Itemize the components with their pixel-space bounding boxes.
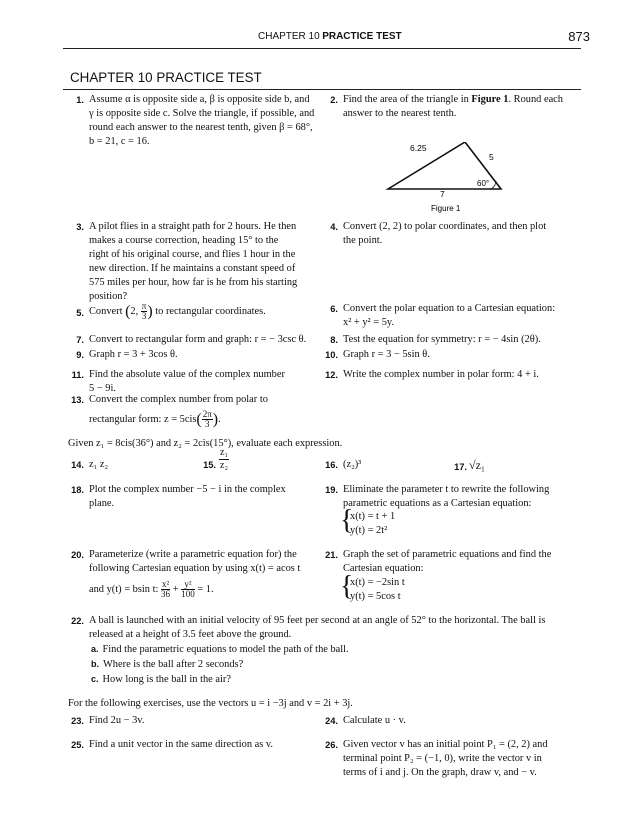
q11-number: 11. <box>71 370 84 380</box>
q22c-label: c. <box>91 674 99 684</box>
q14-text: z₁ z₂ <box>89 459 109 470</box>
q20-number: 20. <box>71 550 84 560</box>
q5-post: to rectangular coordinates. <box>152 306 266 317</box>
q20-line: Parameterize (write a parametric equation for) the <box>89 549 297 560</box>
q13-text: Convert the complex number from polar to rectangular form: z = 5cis( $\frac{2\pi}{3}$ ). <box>89 393 319 433</box>
q11-line: Find the absolute value of the complex number <box>89 369 285 380</box>
q19-eq-x: x(t) = t + 1 <box>350 511 396 522</box>
header-rule <box>63 48 581 49</box>
q15-fraction <box>219 447 229 472</box>
q13-frac-den: 3 <box>205 419 210 430</box>
q1-line: round each answer to the nearest tenth, given β = 68°, <box>89 122 313 133</box>
q18-text <box>89 483 319 511</box>
q3-line: position? <box>89 291 128 302</box>
q26-line: Given vector v has an initial point P₁ = (2, 2) and <box>343 739 548 750</box>
q13-end: . <box>218 414 221 425</box>
q4-number: 4. <box>330 222 338 232</box>
running-header <box>258 31 402 42</box>
q1-line: Assume α is opposite side a, β is opposite side b, and <box>89 94 310 105</box>
q2-number: 2. <box>330 95 338 105</box>
q3-line: 575 miles per hour, how far is he from his starting <box>89 277 298 288</box>
q5-number: 5. <box>76 308 84 318</box>
q7-text: Convert to rectangular form and graph: r = − 3csc θ. <box>89 334 307 345</box>
q25-number: 25. <box>71 740 84 750</box>
q3-line: A pilot flies in a straight path for 2 hours. He then <box>89 221 297 232</box>
q12-number: 12. <box>325 370 338 380</box>
q21-line: Graph the set of parametric equations and find the <box>343 549 552 560</box>
q20-line-a: and y(t) = bsin t: <box>89 584 161 595</box>
q10-number: 10. <box>325 350 338 360</box>
q21-brace: { <box>340 571 354 602</box>
q4-line: Convert (2, 2) to polar coordinates, and then plot <box>343 221 547 232</box>
q19-number: 19. <box>325 485 338 495</box>
q21-number: 21. <box>325 550 338 560</box>
q17-number: 17. <box>454 462 467 472</box>
q26-line: terminal point P₂ = (−1, 0), write the vector v in <box>343 753 542 764</box>
q20-frac1-num: x² <box>161 579 170 590</box>
q21-text <box>343 548 583 576</box>
q26-text <box>343 738 588 780</box>
header-chapter: CHAPTER 10 <box>258 31 320 42</box>
q6-text <box>343 302 583 330</box>
q24-number: 24. <box>325 716 338 726</box>
q3-text <box>89 220 319 304</box>
figure-caption: Figure 1 <box>431 204 461 213</box>
q8-text: Test the equation for symmetry: r = − 4sin (2θ). <box>343 334 541 345</box>
q15-denominator: z₂ <box>220 460 228 471</box>
q3-number: 3. <box>76 222 84 232</box>
side-label-a: 6.25 <box>410 143 427 153</box>
q16-text: (z₂)³ <box>343 459 362 470</box>
side-label-c: 7 <box>440 189 445 199</box>
q22-number: 22. <box>71 616 84 626</box>
q22a-text: Find the parametric equations to model the path of the ball. <box>102 644 349 655</box>
q16-number: 16. <box>325 460 338 470</box>
q6-line: x² + y² = 5y. <box>343 317 395 328</box>
q20-frac2-den: 100 <box>181 589 195 600</box>
q25-text: Find a unit vector in the same direction as v. <box>89 739 274 750</box>
q13-line: Convert the complex number from polar to <box>89 394 268 405</box>
q7-number: 7. <box>76 335 84 345</box>
q1-line: b = 21, c = 16. <box>89 136 150 147</box>
page-title: CHAPTER 10 PRACTICE TEST <box>70 70 262 85</box>
q9-number: 9. <box>76 350 84 360</box>
q20-frac2-num: y² <box>181 580 195 590</box>
q6-line: Convert the polar equation to a Cartesian equation: <box>343 303 556 314</box>
q19-brace: { <box>340 505 354 536</box>
q5-frac-den: 3 <box>141 311 147 322</box>
header-section: PRACTICE TEST <box>322 31 402 42</box>
q8-number: 8. <box>330 335 338 345</box>
title-rule <box>63 89 581 90</box>
q1-line: γ is opposite side c. Solve the triangle, if possible, and <box>89 108 315 119</box>
q3-line: makes a course correction, heading 15° to the <box>89 235 279 246</box>
q13-line: rectangular form: z = 5cis <box>89 414 197 425</box>
q20-frac1-den: 36 <box>161 589 171 600</box>
q22-line: A ball is launched with an initial velocity of 95 feet per second at an angle of 52° to the horizontal. The ball is <box>89 615 546 626</box>
q2-text-c: . Round each <box>508 94 563 105</box>
q5-text: Convert (2, $\frac{\pi}{3}$ ) to rectangular coordinates. <box>89 301 266 322</box>
page-number: 873 <box>568 29 590 44</box>
q26-line: terms of i and j. On the graph, draw v, and − v. <box>343 767 537 778</box>
q2-text <box>343 93 583 121</box>
q3-line: right of his original course, and flies 1 hour in the <box>89 249 296 260</box>
q18-number: 18. <box>71 485 84 495</box>
q15-numerator: z₁ <box>220 447 228 458</box>
q20-line: following Cartesian equation by using x(t) = acos t <box>89 563 301 574</box>
q13-frac-num: 2π <box>202 409 212 420</box>
q2-figure-ref: Figure 1 <box>471 94 509 105</box>
given-z-instructions: Given z₁ = 8cis(36°) and z₂ = 2cis(15°), evaluate each expression. <box>68 438 343 449</box>
q22b-label: b. <box>91 659 99 669</box>
q11-text <box>89 368 319 396</box>
q21-eq-x: x(t) = −2sin t <box>350 577 405 588</box>
q5-frac-num: π <box>141 301 147 312</box>
q20-eq: = 1. <box>194 584 214 595</box>
q4-line: the point. <box>343 235 383 246</box>
q21-eq-y: y(t) = 5cos t <box>350 591 401 602</box>
q2-text-a: Find the area of the triangle in <box>343 94 472 105</box>
q6-number: 6. <box>330 304 338 314</box>
side-label-b: 5 <box>489 152 494 162</box>
q24-text: Calculate u · v. <box>343 715 406 726</box>
q21-line: Cartesian equation: <box>343 563 424 574</box>
angle-label: 60° <box>477 179 490 188</box>
q1-number: 1. <box>76 95 84 105</box>
q22-text <box>89 614 584 687</box>
q21-equations <box>350 576 405 604</box>
q19-equations <box>350 510 395 538</box>
triangle-figure <box>380 142 510 214</box>
q5-pre: Convert <box>89 306 126 317</box>
q22-line: released at a height of 3.5 feet above the ground. <box>89 629 292 640</box>
q4-text <box>343 220 583 248</box>
q11-line: 5 − 9i. <box>89 383 116 394</box>
q19-line: parametric equations as a Cartesian equation: <box>343 498 532 509</box>
q20-text <box>89 548 329 604</box>
q9-text: Graph r = 3 + 3cos θ. <box>89 349 178 360</box>
q2-line: answer to the nearest tenth. <box>343 108 457 119</box>
q17-text: √z₁ <box>469 458 486 472</box>
q19-text <box>343 483 583 511</box>
q26-number: 26. <box>325 740 338 750</box>
given-vectors-instructions: For the following exercises, use the vectors u = i −3j and v = 2i + 3j. <box>68 698 353 709</box>
q22b-text: Where is the ball after 2 seconds? <box>103 659 244 670</box>
q18-line: plane. <box>89 498 115 509</box>
q22a-label: a. <box>91 644 99 654</box>
q15-number: 15. <box>203 460 216 470</box>
q20-plus: + <box>170 584 182 595</box>
q14-number: 14. <box>71 460 84 470</box>
q3-line: new direction. If he maintains a constant speed of <box>89 263 296 274</box>
q5-coord: 2, <box>130 306 141 317</box>
q23-text: Find 2u − 3v. <box>89 715 145 726</box>
q18-line: Plot the complex number −5 − i in the complex <box>89 484 286 495</box>
q22c-text: How long is the ball in the air? <box>102 674 231 685</box>
q19-line: Eliminate the parameter t to rewrite the following <box>343 484 550 495</box>
q12-text: Write the complex number in polar form: 4 + i. <box>343 369 539 380</box>
q13-number: 13. <box>71 395 84 405</box>
q23-number: 23. <box>71 716 84 726</box>
q10-text: Graph r = 3 − 5sin θ. <box>343 349 430 360</box>
q19-eq-y: y(t) = 2t² <box>350 525 388 536</box>
q1-text <box>89 93 319 149</box>
